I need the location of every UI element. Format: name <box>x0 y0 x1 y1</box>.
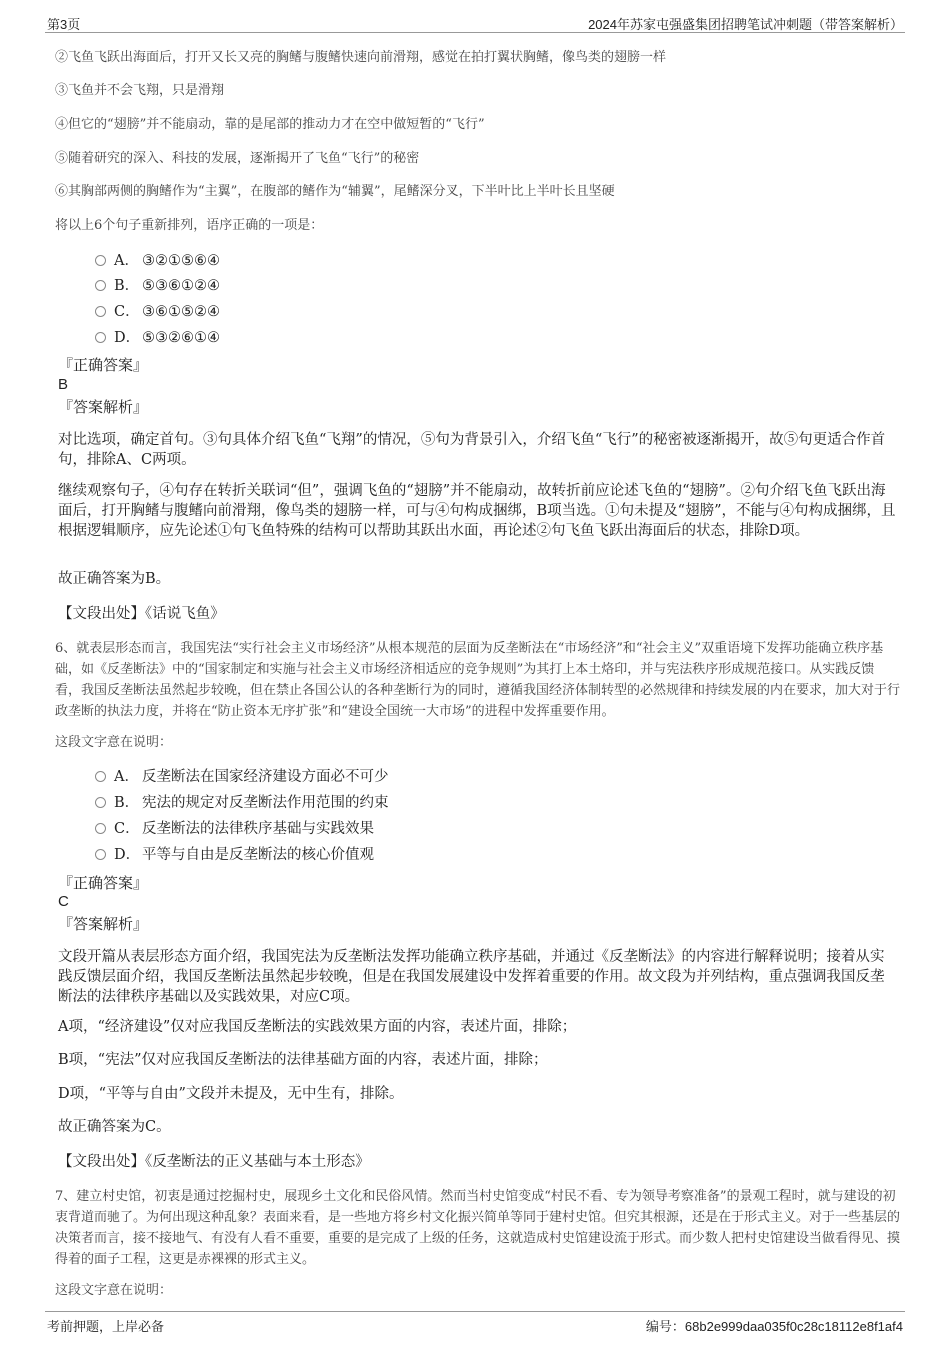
q5-sentence: ②飞鱼飞跃出海面后，打开又长又亮的胸鳍与腹鳍快速向前滑翔，感觉在拍打翼状胸鳍，像鸟类的翅膀一样 <box>55 50 667 65</box>
radio-icon[interactable] <box>95 280 106 291</box>
q5-analysis-paragraph: 故正确答案为B。 <box>58 571 171 587</box>
q5-option-c[interactable]: C． ③⑥①⑤②④ <box>95 302 220 322</box>
q6-analysis-paragraph: 文段开篇从表层形态方面介绍，我国宪法为反垄断法发挥功能确立秩序基础，并通过《反垄断法》的内容进行解释说明；接着从实践反馈层面介绍，我国反垄断法虽然起步较晚，但是在我国发展建设中发挥着重要的作用。故文段为并列结构，重点强调我国反垄断法的法律秩序基础以及实践效果，对应C项。 <box>58 949 885 1005</box>
q7-prompt: 这段文字意在说明： <box>55 1283 173 1298</box>
q5-option-b[interactable]: B． ⑤③⑥①②④ <box>95 276 220 296</box>
q6-passage: 6、就表层形态而言，我国宪法“实行社会主义市场经济”从根本规范的层面为反垄断法在“市场经济”和“社会主义”双重语境下发挥功能确立秩序基础，如《反垄断法》中的“国家制定和实施与社会主义市场经济相适应的竞争规则”为其打上本土烙印，并与宪法秩序形成规范接口。从实践反馈看，我国反垄断法虽然起步较晚，但在禁止各国公认的各种垄断行为的同时，遵循我国经济体制转型的必然规律和持续发展的内在要求，加大对于行政垄断的执法力度，并将在“防止资本无序扩张”和“建设全国统一大市场”的进程中发挥重要作用。 <box>55 641 901 719</box>
radio-icon[interactable] <box>95 255 106 266</box>
q6-answer-label: 『正确答案』 <box>58 874 149 892</box>
q6-analysis-paragraph: B项，“宪法”仅对应我国反垄断法的法律基础方面的内容，表述片面，排除； <box>58 1052 548 1068</box>
page-footer <box>45 1311 905 1336</box>
q6-option-d[interactable]: D． 平等与自由是反垄断法的核心价值观 <box>95 845 374 865</box>
q5-analysis-paragraph: 继续观察句子，④句存在转折关联词“但”，强调飞鱼的“翅膀”并不能扇动，故转折前应论述飞鱼的“翅膀”。②句介绍飞鱼飞跃出海面后，打开胸鳍与腹鳍向前滑翔，像鸟类的翅膀一样，可与④句构成捆绑，B项当选。①句未提及“翅膀”，不能与④句构成捆绑，且根据逻辑顺序，应先论述①句飞鱼特殊的结构可以帮助其跃出水面，再论述②句飞鱼飞跃出海面后的状态，排除D项。 <box>58 483 896 539</box>
q6-option-c[interactable]: C． 反垄断法的法律秩序基础与实践效果 <box>95 819 374 839</box>
q5-option-a[interactable]: A． ③②①⑤⑥④ <box>95 251 220 271</box>
q6-analysis-label: 『答案解析』 <box>58 915 149 933</box>
document-id: 编号：68b2e999daa035f0c28c18112e8f1af4 <box>645 1319 903 1334</box>
radio-icon[interactable] <box>95 849 106 860</box>
q5-prompt: 将以上6个句子重新排列，语序正确的一项是： <box>55 218 324 233</box>
q6-answer: C <box>58 893 69 910</box>
q5-sentence: ⑤随着研究的深入、科技的发展，逐渐揭开了飞鱼“飞行”的秘密 <box>55 151 420 166</box>
page-header <box>45 12 905 33</box>
radio-icon[interactable] <box>95 797 106 808</box>
q6-source: 【文段出处】《反垄断法的正义基础与本土形态》 <box>58 1154 370 1170</box>
q5-sentence: ④但它的“翅膀”并不能扇动，靠的是尾部的推动力才在空中做短暂的“飞行” <box>55 117 485 132</box>
radio-icon[interactable] <box>95 823 106 834</box>
q7-passage: 7、建立村史馆，初衷是通过挖掘村史，展现乡土文化和民俗风情。然而当村史馆变成“村民不看、专为领导考察准备”的景观工程时，就与建设的初衷背道而驰了。为何出现这种乱象？表面来看，是一些地方将乡村文化振兴简单等同于建村史馆。但究其根源，还是在于形式主义。对于一些基层的决策者而言，接不接地气、有没有人看不重要，重要的是完成了上级的任务，这就造成村史馆建设流于形式。而少数人把村史馆建设当做看得见、摸得着的面子工程，这更是赤裸裸的形式主义。 <box>55 1189 901 1267</box>
q5-answer: B <box>58 376 69 393</box>
radio-icon[interactable] <box>95 306 106 317</box>
q5-source: 【文段出处】《话说飞鱼》 <box>58 606 225 622</box>
q5-sentence: ③飞鱼并不会飞翔，只是滑翔 <box>55 83 225 98</box>
q6-prompt: 这段文字意在说明： <box>55 735 173 750</box>
q5-analysis-label: 『答案解析』 <box>58 398 149 416</box>
document-title: 2024年苏家屯强盛集团招聘笔试冲刺题（带答案解析） <box>588 17 903 32</box>
q6-option-b[interactable]: B． 宪法的规定对反垄断法作用范围的约束 <box>95 793 389 813</box>
q6-option-a[interactable]: A． 反垄断法在国家经济建设方面必不可少 <box>95 767 389 787</box>
page-number: 第3页 <box>47 17 81 32</box>
radio-icon[interactable] <box>95 771 106 782</box>
radio-icon[interactable] <box>95 332 106 343</box>
q6-analysis-paragraph: A项，“经济建设”仅对应我国反垄断法的实践效果方面的内容，表述片面，排除； <box>58 1019 577 1035</box>
footer-slogan: 考前押题，上岸必备 <box>47 1319 165 1334</box>
q6-analysis-paragraph: 故正确答案为C。 <box>58 1119 171 1135</box>
q5-analysis-paragraph: 对比选项，确定首句。③句具体介绍飞鱼“飞翔”的情况，⑤句为背景引入，介绍飞鱼“飞行”的秘密被逐渐揭开，故⑤句更适合作首句，排除A、C两项。 <box>58 432 886 468</box>
q5-sentence: ⑥其胸部两侧的胸鳍作为“主翼”，在腹部的鳍作为“辅翼”，尾鳍深分叉，下半叶比上半叶长且坚硬 <box>55 184 615 199</box>
q5-answer-label: 『正确答案』 <box>58 356 149 374</box>
q6-analysis-paragraph: D项，“平等与自由”文段并未提及，无中生有，排除。 <box>58 1086 404 1102</box>
q5-option-d[interactable]: D． ⑤③②⑥①④ <box>95 328 220 348</box>
